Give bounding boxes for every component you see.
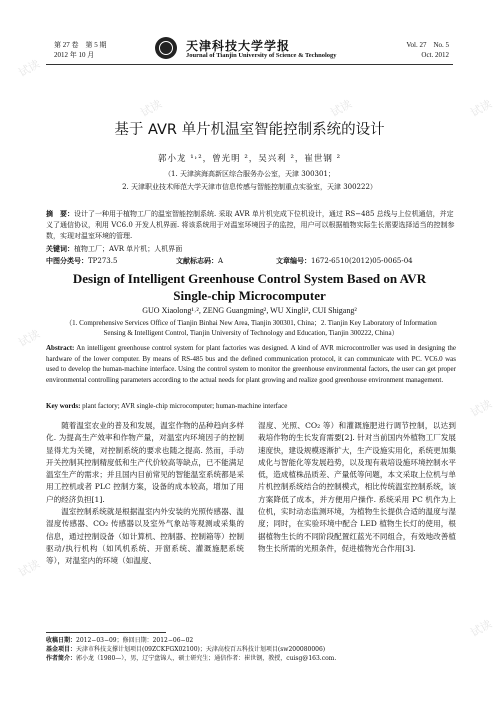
clc-label: 中图分类号： <box>46 257 88 265</box>
header-divider <box>46 64 453 65</box>
fund-label: 基金项目： <box>46 646 77 653</box>
body-column-right <box>258 420 456 555</box>
footnote-fund <box>46 645 456 654</box>
author-label: 作者简介： <box>46 655 77 662</box>
body-column-left <box>46 420 244 568</box>
paper-title-en-line2: Single-chip Microcomputer <box>173 288 326 303</box>
university-logo-icon <box>155 37 177 59</box>
keywords-en <box>46 402 456 410</box>
abstract-en-label: Abstract: <box>46 344 75 352</box>
article-no-value: 1672-6510(2012)05-0065-04 <box>311 257 413 265</box>
issue-date-en: Oct. 2012 <box>421 51 449 59</box>
fund-value: 天津市科技支撑计划项目(09ZCKFGX02100)；天津高校百五科技计划项目(sw200080006) <box>76 646 326 653</box>
author-value: 郭小龙（1980—），男，辽宁盘锦人，硕士研究生；通信作者：崔世钢，教授，cuisg@163.com. <box>76 655 337 662</box>
clc-value: TP273.5 <box>88 257 118 265</box>
watermark: 试读 <box>468 617 495 640</box>
watermark: 试读 <box>328 97 355 120</box>
footnote-author <box>46 654 456 663</box>
journal-title-cn: 天津科技大学学报 <box>186 39 291 53</box>
body-paragraph: 湿度、光照、CO₂ 等）和灌溉施肥进行调节控制，以达到栽培作物的生长发育需要[2]. 针对当前国内外植物工厂发展速度快，建设规模逐渐扩大，生产设施实用化，系统更加集成化与智能化等发展趋势，以及现有栽培设施环境控制水平低，造成植株品质差、产量低等问题，本文采取上位机与单片机控制系统结合的控制模式，相比传统温室控制系统，该方案降低了成本，并方便用户操作. 系统采用 PC 机作为上位机，实时动态监测环境，为植物生长提供合适的温度与湿度；同时，在实验环境中配合 LED 植物生长灯的使用，根据植物生长的不同阶段配置红蓝光不同组合，有效地改善植物生长所需的光照条件，促进植物光合作用[3]. <box>258 421 456 553</box>
received-value: 2012−03−09；修回日期：2012−06−02 <box>76 637 194 644</box>
authors-en: GUO Xiaolong¹˒², ZENG Guangming², WU Xingli², CUI Shigang² <box>142 306 357 315</box>
paper-title-en <box>0 270 499 304</box>
issue-date: 2012 年 10 月 <box>54 51 95 59</box>
keywords-cn-text: 植物工厂；AVR 单片机；人机界面 <box>74 245 183 253</box>
affiliation-cn-2: 2. 天津职业技术师范大学天津市信息传感与智能控制重点实验室，天津 300222） <box>122 183 377 191</box>
doc-code-label: 文献标志码： <box>176 257 218 265</box>
keywords-en-label: Key words: <box>46 402 81 410</box>
abstract-en <box>46 343 456 385</box>
journal-title-en: Journal of Tianjin University of Science & Technology <box>186 52 337 59</box>
affiliation-cn-1: （1. 天津滨海高新区综合服务办公室，天津 300301； <box>164 170 335 178</box>
footnote-received <box>46 636 456 645</box>
doc-code-value: A <box>218 257 224 265</box>
affiliations-cn <box>0 168 499 194</box>
body-paragraph: 温室控制系统就是根据温室内外安装的光照传感器、温湿度传感器、CO₂ 传感器以及室外气象站等观测或采集的信息，通过控制设备（如计算机、控制器、控制箱等）控制驱动/执行机构（如风机系统、开窗系统、灌溉施肥系统等），对温室内的环境（如温度、 <box>46 507 244 566</box>
paper-title-en-line1: Design of Intelligent Greenhouse Control System Based on AVR <box>72 271 427 286</box>
article-no-label: 文章编号： <box>276 257 311 265</box>
watermark: 试读 <box>468 97 495 120</box>
abstract-en-text: An intelligent greenhouse control system for plant factories was designed. A kind of AVR microcontroller was used in designing the hardware of the lower computer. By means of RS-485 bus and the defined communication protocol, it can communicate with PC. VC6.0 was used to develop the human-machine interface. Using the control system to monitor the greenhouse environmental factors, the user can get proper environmental controlling parameters according to the actual needs for plant growing and realize good greenhouse environment management. <box>46 344 456 384</box>
watermark: 试读 <box>138 97 165 120</box>
watermark: 试读 <box>16 57 43 80</box>
watermark: 试读 <box>16 557 43 580</box>
keywords-en-text: plant factory; AVR single-chip microcomputer; human-machine interface <box>82 402 288 410</box>
journal-issue-info <box>54 40 107 60</box>
volume-issue-en: Vol. 27 No. 5 <box>406 41 449 49</box>
body-paragraph: 随着温室农业的普及和发展，温室作物的品种趋向多样化. 为提高生产效率和作物产量，对温室内环境因子的控制显得尤为关键，对控制系统的要求也随之提高. 然而，手动开关控制其控制精度低和生产代价较高等缺点，已不能满足温室生产的需求；并且国内目前常见的智能温室系统都是采用工控机或者 PLC 控制方案，设备的成本较高，增加了用户的经济负担[1]. <box>46 421 244 504</box>
abstract-cn <box>46 209 456 242</box>
authors-cn: 郭小龙 ¹˒²，曾光明 ²，吴兴利 ²，崔世钢 ² <box>158 154 341 164</box>
footnote-divider <box>46 632 166 633</box>
volume-issue: 第 27 卷 第 5 期 <box>54 41 107 49</box>
paper-title-cn: 基于 AVR 单片机温室智能控制系统的设计 <box>114 122 385 138</box>
received-label: 收稿日期： <box>46 637 77 644</box>
affiliations-en: （1. Comprehensive Services Office of Tianjin Binhai New Area, Tianjin 300301, China；2. Tianjin Key Laboratory of Information Sensing & Intelligent Control, Tianjin University of Technology and Education, Tianjin 300222, China） <box>65 319 437 337</box>
abstract-cn-text: 设计了一种用于植物工厂的温室智能控制系统. 采取 AVR 单片机完成下位机设计，通过 RS−485 总线与上位机通信，并定义了通信协议，利用 VC6.0 开发人机界面. 将该系统用于对温室环境因子的监控，用户可以根据植物实际生长需要选择适当的控制参数，实现对温室环境的管理. <box>46 210 455 240</box>
classification-row <box>46 256 456 266</box>
journal-issue-info-en <box>406 40 449 60</box>
watermark: 试读 <box>468 397 495 420</box>
watermark: 试读 <box>16 327 43 350</box>
keywords-cn <box>46 244 456 255</box>
abstract-cn-label: 摘 要： <box>46 210 74 218</box>
keywords-cn-label: 关键词： <box>46 245 74 253</box>
